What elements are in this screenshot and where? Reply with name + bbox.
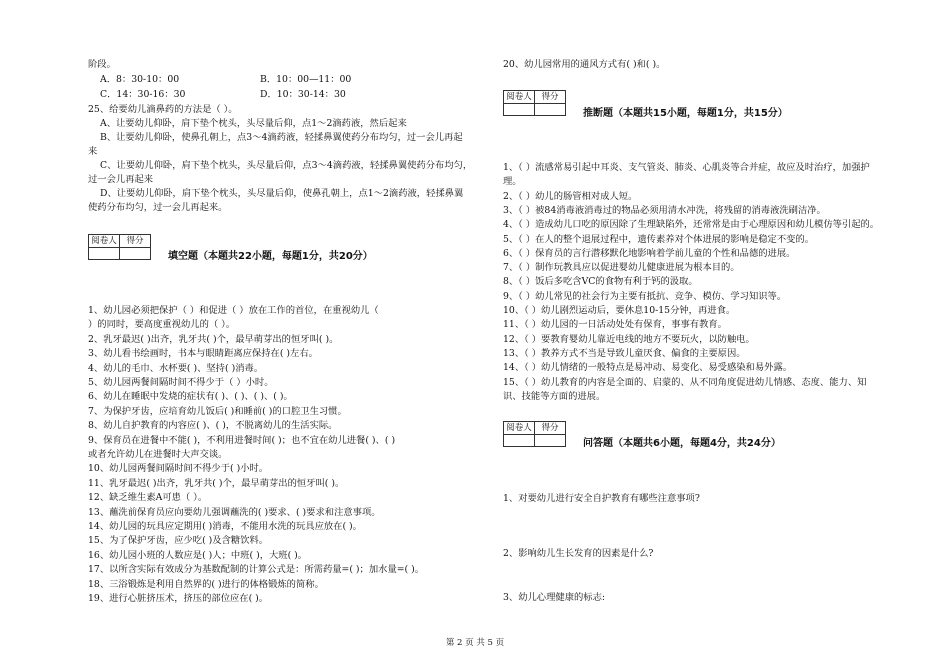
q25-option-b-cont: 来 xyxy=(88,146,98,157)
q25-option-d-cont: 使药分布均匀，过一会儿再起来。 xyxy=(88,202,228,213)
score-box-cell xyxy=(535,104,566,116)
score-box-grader: 阅卷人 xyxy=(504,91,535,104)
q24-option-b: B．10：00—11：00 xyxy=(260,74,352,85)
score-box-cell xyxy=(535,435,566,447)
fill-question-line: 4、幼儿的毛巾、水杯要( )、坚持( )消毒。 xyxy=(88,362,264,374)
q25-option-d: D、让要幼儿仰卧，肩下垫个枕头，头尽量后仰，使鼻孔朝上，点1～2滴药液，轻揉鼻翼 xyxy=(100,188,464,199)
fill-question-line: 13、蘸洗前保育员应向要幼儿强调蘸洗的( )要求、( )要求和注意事项。 xyxy=(88,506,381,518)
q24-option-c: C．14：30-16：30 xyxy=(100,89,186,100)
fill-question-line: 15、为了保护牙齿，应少吃( )及含糖饮料。 xyxy=(88,535,269,547)
qa-question-2: 2、影响幼儿生长发育的因素是什么? xyxy=(503,548,654,559)
fill-question-line: 11、乳牙最迟( )出齐，乳牙共( )个，最早萌芽出的恒牙叫( )。 xyxy=(88,477,345,489)
judge-question-line: 11、（ ）幼儿园的一日活动处处有保育，事事有教育。 xyxy=(503,319,727,331)
qa-question-1: 1、对要幼儿进行安全自护教育有哪些注意事项? xyxy=(503,493,700,504)
judge-question-line: 2、（ ）幼儿的肠管相对成人短。 xyxy=(503,190,638,202)
judge-question-line: 13、（ ）教养方式不当是导致儿童厌食、偏食的主要原因。 xyxy=(503,347,746,359)
fill-question-line: 14、幼儿园的玩具应定期用( )消毒，不能用水洗的玩具应放在( )。 xyxy=(88,521,362,532)
fill-question-line: 5、幼儿园两餐间隔时间不得少于（ ）小时。 xyxy=(88,377,274,388)
judge-question-line: 5、（ ）在人的整个退展过程中，遗传素养对个体进展的影响是稳定不变的。 xyxy=(503,233,815,245)
judge-question-line: 7、（ ）制作玩教具应以促进婴幼儿健康进展为根本目的。 xyxy=(503,262,740,274)
fill-question-line: 7、为保护牙齿，应培育幼儿饭后( )和睡前( )的口腔卫生习惯。 xyxy=(88,405,347,417)
score-box-fill xyxy=(88,234,151,260)
judge-question-line: 识、技能等方面的进展。 xyxy=(503,390,606,402)
fill-question-line: 2、乳牙最迟( )出齐，乳牙共( )个，最早萌芽出的恒牙叫( )。 xyxy=(88,333,339,345)
q25-option-c-cont: 过一会儿再起来 xyxy=(88,174,154,185)
score-box-cell xyxy=(89,248,120,260)
score-box-qa xyxy=(503,421,566,447)
q20: 20、幼儿园常用的通风方式有( )和( )。 xyxy=(503,59,666,70)
fill-question-line: 19、进行心脏挤压术，挤压的部位应在( )。 xyxy=(88,593,269,604)
score-box-score: 得分 xyxy=(535,91,566,104)
fill-question-line: 12、缺乏维生素A可患（ ）。 xyxy=(88,492,208,504)
q24-tail: 阶段。 xyxy=(88,59,116,70)
judge-question-line: 8、（ ）饭后多吃含VC的食物有利于钙的汲取。 xyxy=(503,276,698,288)
judge-question-line: 15、（ ）幼儿教育的内容是全面的、启蒙的、从不同角度促进幼儿情感、态度、能力、知 xyxy=(503,376,867,388)
q25-stem: 25、给要幼儿滴鼻药的方法是（ ）。 xyxy=(88,104,238,115)
judge-question-line: 3、（ ）被84消毒液消毒过的物品必须用清水冲洗，将残留的消毒液洗刷洁净。 xyxy=(503,204,826,216)
fill-question-line: 8、幼儿自护教育的内容应( )、( )，不脱离幼儿的生活实际。 xyxy=(88,420,338,432)
judge-question-line: 9、（ ）幼儿常见的社会行为主要有抵抗、竞争、模仿、学习知识等。 xyxy=(503,290,787,302)
qa-question-3: 3、幼儿心理健康的标志: xyxy=(503,592,606,603)
judge-question-line: 理。 xyxy=(503,176,522,188)
fill-question-line: 3、幼儿看书绘画时，书本与眼睛距离应保持在( )左右。 xyxy=(88,348,318,360)
q24-option-d: D．10：30-14：30 xyxy=(260,89,346,100)
fill-question-line: 17、以所含实际有效成分为基数配制的计算公式是：所需药量=( )；加水量=( )。 xyxy=(88,564,425,576)
judge-question-line: 12、（ ）要教育婴幼儿靠近电线的地方不要玩火，以防触电。 xyxy=(503,333,755,345)
judge-question-line: 6、（ ）保育员的言行潜移默化地影响着学前儿童的个性和品德的进展。 xyxy=(503,247,796,259)
fill-question-line: 6、幼儿在睡眠中发烧的症状有( )、( )、( )、( )。 xyxy=(88,391,293,403)
score-box-cell xyxy=(120,248,151,260)
section-title-judge: 推断题（本题共15小题，每题1分，共15分） xyxy=(583,108,788,119)
fill-question-line: 16、幼儿园小班的人数应是( )人；中班( )，大班( )。 xyxy=(88,549,308,561)
score-box-judge xyxy=(503,90,566,116)
score-box-cell xyxy=(504,435,535,447)
fill-question-line: 1、幼儿园必须把保护（ ）和促进（ ）放在工作的首位，在重视幼儿（ xyxy=(88,305,379,316)
judge-question-line: 10、（ ）幼儿剧烈运动后，要休息10-15分钟，再进食。 xyxy=(503,305,736,316)
score-box-score: 得分 xyxy=(535,422,566,435)
score-box-grader: 阅卷人 xyxy=(89,235,120,248)
section-title-qa: 问答题（本题共6小题，每题4分，共24分） xyxy=(583,438,781,449)
q24-option-a: A．8：30-10：00 xyxy=(100,74,180,85)
q25-option-a: A、让要幼儿仰卧，肩下垫个枕头，头尽量后仰，点1～2滴药液，然后起来 xyxy=(100,118,407,129)
q25-option-b: B、让要幼儿仰卧，使鼻孔朝上，点3～4滴药液，轻揉鼻翼使药分布均匀，过一会儿再起 xyxy=(100,132,463,143)
fill-question-line: 9、保育员在进餐中不能( )，不利用进餐时间( )；也不宜在幼儿进餐( )、( ) xyxy=(88,434,396,446)
score-box-cell xyxy=(504,104,535,116)
judge-question-line: 1、（ ）流感常易引起中耳炎、支气管炎、肺炎、心肌炎等合并症，故应及时治疗，加强护 xyxy=(503,162,870,173)
judge-question-line: 14、（ ）幼儿情绪的一般特点是易冲动、易变化、易受感染和易外露。 xyxy=(503,362,793,374)
score-box-score: 得分 xyxy=(120,235,151,248)
fill-question-line: ）的同时，要高度重视幼儿的（ ）。 xyxy=(88,319,236,331)
fill-question-line: 18、三浴锻炼是利用自然界的( )进行的体格锻炼的简称。 xyxy=(88,578,324,590)
score-box-grader: 阅卷人 xyxy=(504,422,535,435)
section-title-fill: 填空题（本题共22小题，每题1分，共20分） xyxy=(168,251,373,262)
judge-question-line: 4、（ ）造成幼儿口吃的原因除了生理缺陷外，还常常是由于心理原因和幼儿模仿等引起的。 xyxy=(503,219,880,231)
page-footer: 第 2 页 共 5 页 xyxy=(445,638,505,648)
fill-question-line: 10、幼儿园两餐间隔时间不得少于( )小时。 xyxy=(88,463,269,475)
q25-option-c: C、让要幼儿仰卧，肩下垫个枕头，头尽量后仰，点3～4滴药液，轻揉鼻翼使药分布均匀， xyxy=(100,160,473,171)
fill-question-line: 或者允许幼儿在进餐时大声交谈。 xyxy=(88,449,228,460)
